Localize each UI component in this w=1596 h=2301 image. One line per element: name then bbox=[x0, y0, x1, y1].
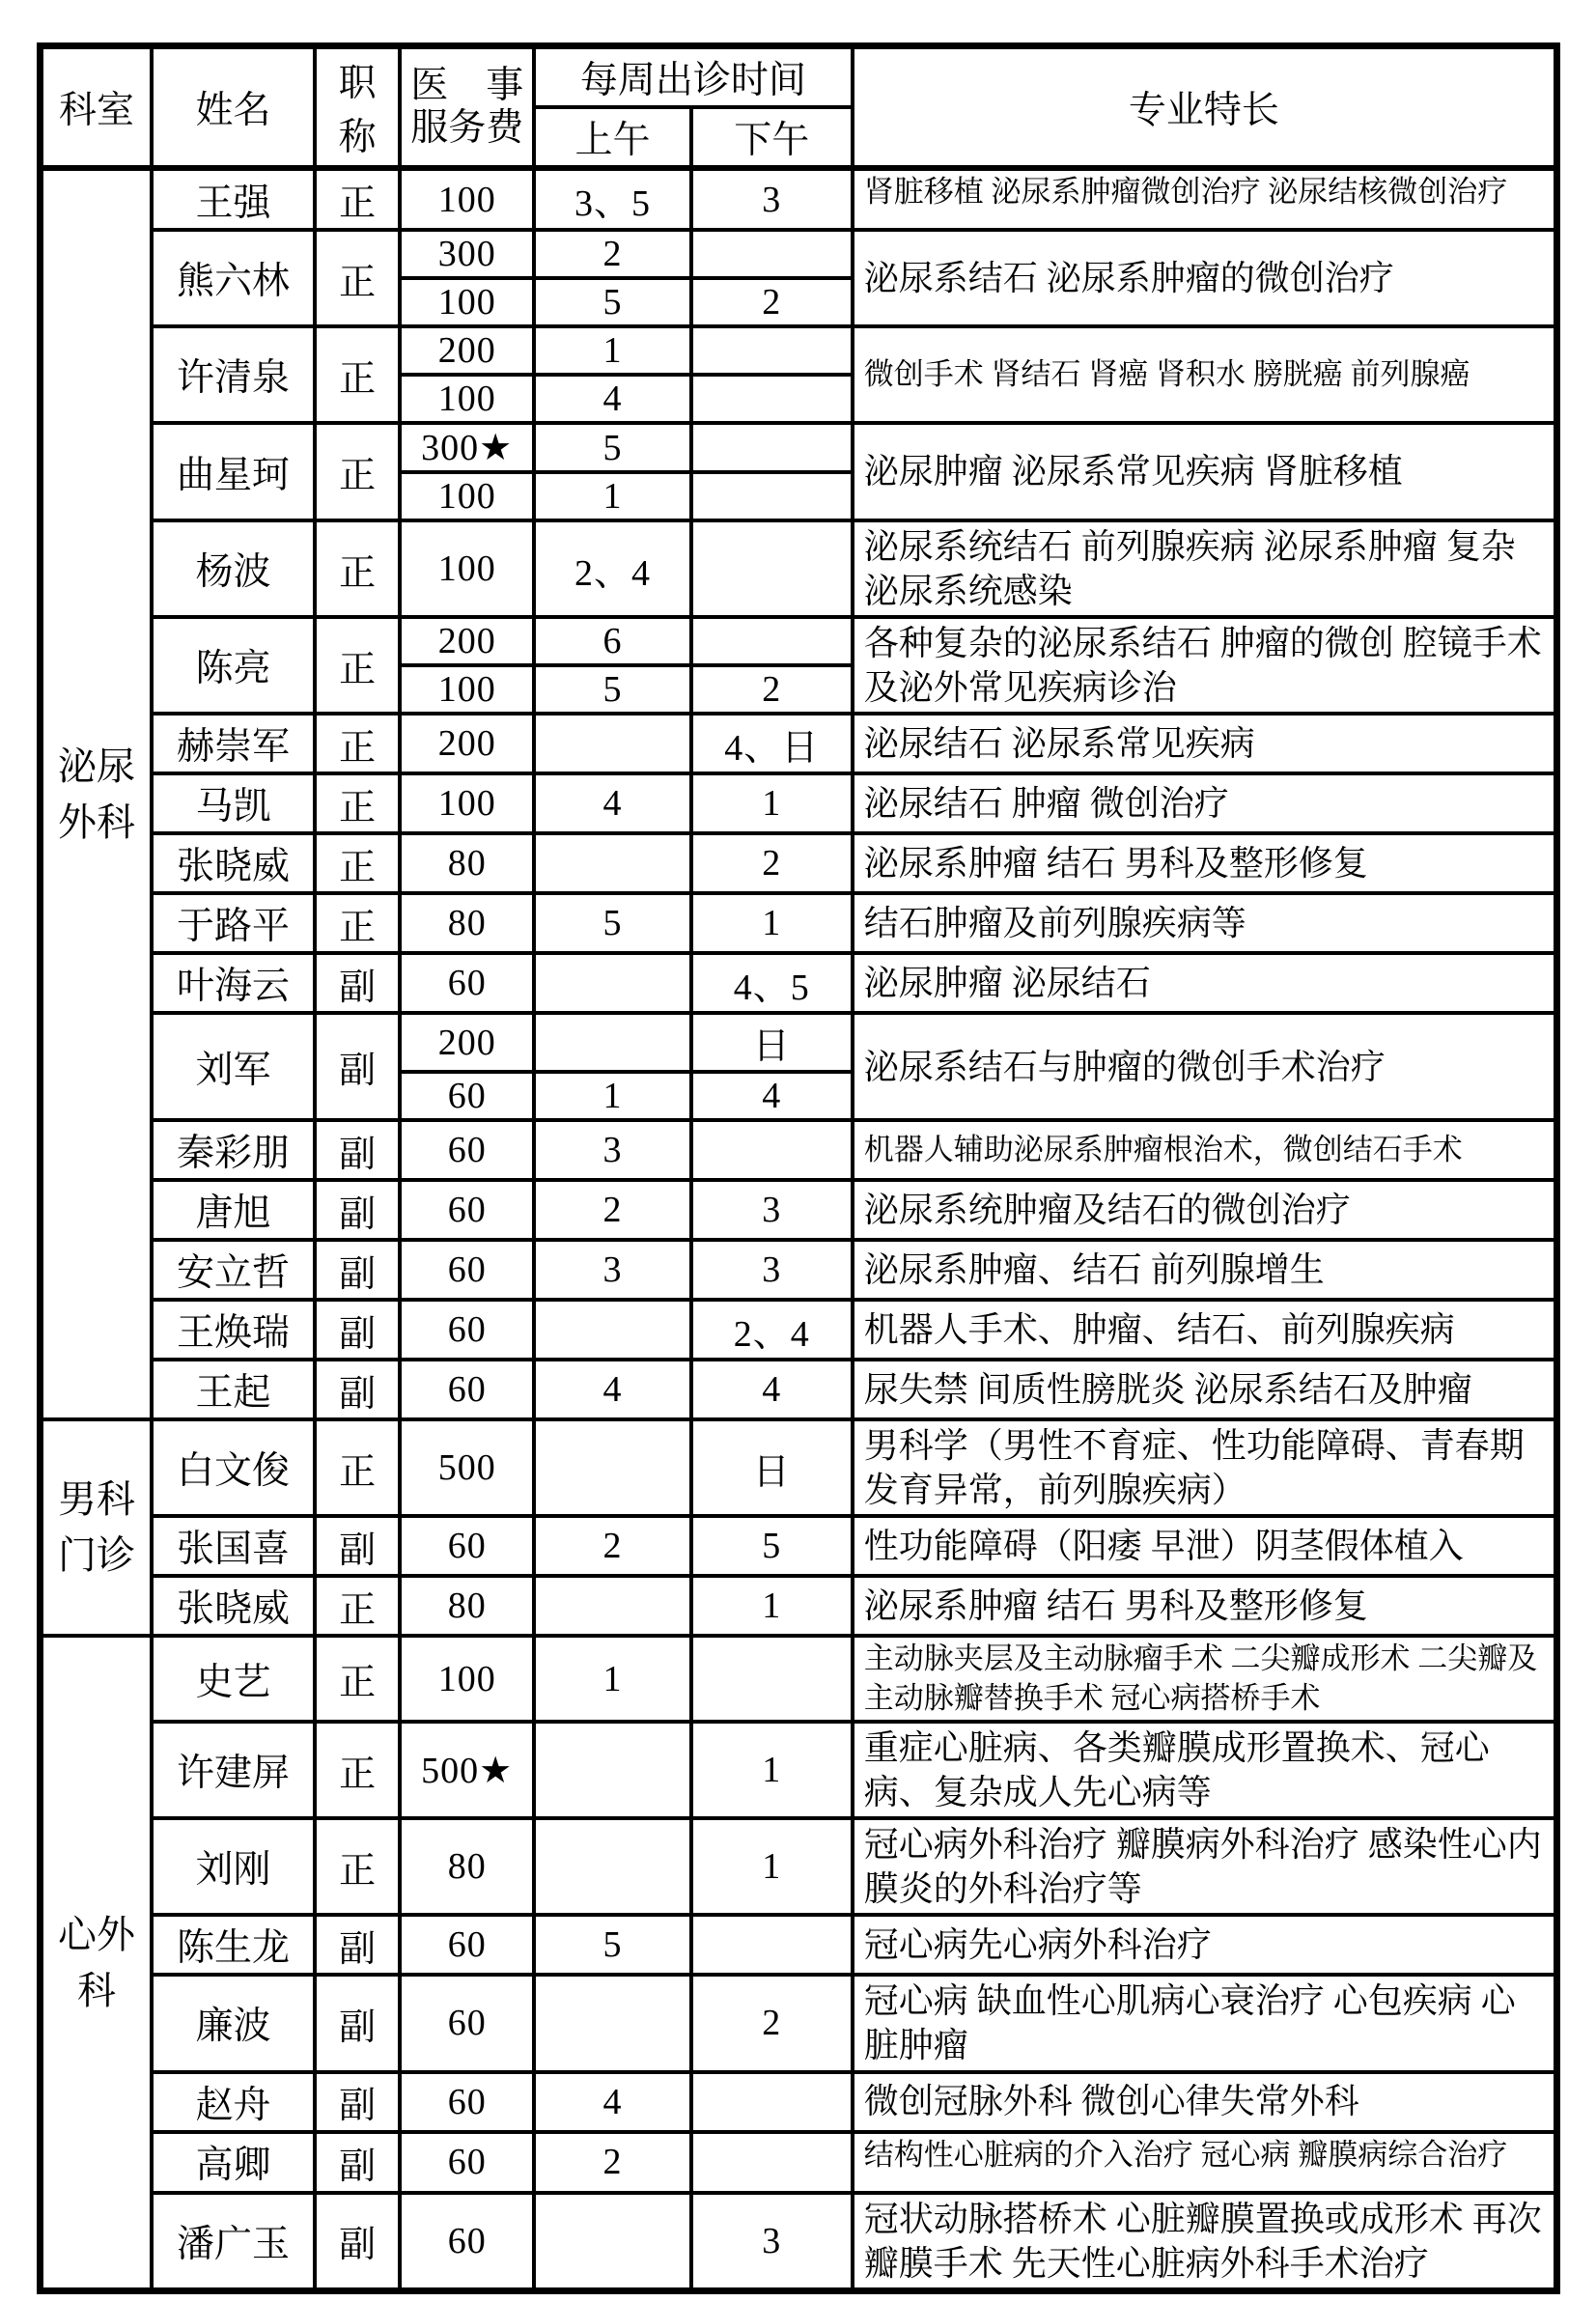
doctor-name-cell: 潘广玉 bbox=[152, 2193, 315, 2291]
doctor-name-cell: 杨波 bbox=[152, 520, 315, 617]
header-department: 科室 bbox=[41, 46, 153, 169]
doctor-name-cell: 叶海云 bbox=[152, 953, 315, 1013]
morning-cell bbox=[534, 833, 691, 893]
table-row bbox=[41, 617, 1557, 665]
specialty-cell: 结石肿瘤及前列腺疾病等 bbox=[853, 893, 1557, 953]
fee-cell: 60 bbox=[400, 1180, 534, 1240]
doctor-name-cell: 秦彩朋 bbox=[152, 1120, 315, 1180]
table-row bbox=[41, 714, 1557, 773]
morning-cell: 3 bbox=[534, 1120, 691, 1180]
specialty-cell: 机器人手术、肿瘤、结石、前列腺疾病 bbox=[853, 1300, 1557, 1360]
table-row bbox=[41, 1818, 1557, 1915]
fee-cell: 200 bbox=[400, 617, 534, 665]
doctor-name-cell: 张国喜 bbox=[152, 1516, 315, 1576]
table-row bbox=[41, 230, 1557, 278]
doctor-name-cell: 白文俊 bbox=[152, 1419, 315, 1516]
afternoon-cell: 5 bbox=[691, 1516, 853, 1576]
table-row bbox=[41, 773, 1557, 833]
department-label-line: 外科 bbox=[58, 800, 136, 844]
doctor-name-cell: 马凯 bbox=[152, 773, 315, 833]
specialty-cell: 泌尿肿瘤 泌尿系常见疾病 肾脏移植 bbox=[853, 423, 1557, 520]
morning-cell: 5 bbox=[534, 1915, 691, 1975]
header-fee-line1: 医 事 bbox=[410, 65, 524, 107]
table-row bbox=[41, 833, 1557, 893]
afternoon-cell: 2 bbox=[691, 665, 853, 714]
header-morning: 上午 bbox=[534, 107, 691, 168]
afternoon-cell bbox=[691, 375, 853, 423]
fee-cell: 60 bbox=[400, 2193, 534, 2291]
fee-cell: 80 bbox=[400, 893, 534, 953]
morning-cell: 5 bbox=[534, 665, 691, 714]
doctor-title-cell: 正 bbox=[315, 230, 400, 326]
morning-cell bbox=[534, 953, 691, 1013]
doctor-name-cell: 史艺 bbox=[152, 1636, 315, 1722]
morning-cell: 1 bbox=[534, 472, 691, 520]
doctor-title-cell: 正 bbox=[315, 326, 400, 423]
morning-cell: 4 bbox=[534, 2072, 691, 2132]
doctor-name-cell: 廉波 bbox=[152, 1975, 315, 2071]
morning-cell: 1 bbox=[534, 1072, 691, 1120]
fee-cell: 100 bbox=[400, 168, 534, 230]
fee-cell: 100 bbox=[400, 472, 534, 520]
doctor-title-cell: 副 bbox=[315, 1240, 400, 1300]
fee-cell: 60 bbox=[400, 1072, 534, 1120]
specialty-cell: 冠心病 缺血性心肌病心衰治疗 心包疾病 心脏肿瘤 bbox=[853, 1975, 1557, 2071]
morning-cell bbox=[534, 1722, 691, 1818]
afternoon-cell: 1 bbox=[691, 1576, 853, 1636]
table-row bbox=[41, 1360, 1557, 1419]
afternoon-cell: 日 bbox=[691, 1013, 853, 1072]
doctor-title-cell: 正 bbox=[315, 893, 400, 953]
department-cell bbox=[41, 168, 153, 1419]
morning-cell: 6 bbox=[534, 617, 691, 665]
doctor-title-cell: 正 bbox=[315, 1419, 400, 1516]
specialty-cell: 性功能障碍（阳痿 早泄）阴茎假体植入 bbox=[853, 1516, 1557, 1576]
header-title: 职称 bbox=[315, 46, 400, 169]
header-name: 姓名 bbox=[152, 46, 315, 169]
afternoon-cell: 日 bbox=[691, 1419, 853, 1516]
afternoon-cell: 4、日 bbox=[691, 714, 853, 773]
doctor-title-cell: 正 bbox=[315, 520, 400, 617]
afternoon-cell: 3 bbox=[691, 1240, 853, 1300]
doctor-name-cell: 陈亮 bbox=[152, 617, 315, 714]
afternoon-cell: 2 bbox=[691, 833, 853, 893]
department-cell bbox=[41, 1419, 153, 1636]
department-label-line: 男科 bbox=[58, 1477, 136, 1522]
fee-cell: 100 bbox=[400, 278, 534, 326]
header-schedule: 每周出诊时间 bbox=[534, 46, 853, 108]
doctor-name-cell: 曲星珂 bbox=[152, 423, 315, 520]
specialty-cell bbox=[853, 168, 1557, 230]
fee-cell: 100 bbox=[400, 665, 534, 714]
afternoon-cell: 1 bbox=[691, 773, 853, 833]
morning-cell: 1 bbox=[534, 326, 691, 375]
doctor-name-cell: 陈生龙 bbox=[152, 1915, 315, 1975]
schedule-body bbox=[41, 168, 1557, 2290]
specialty-cell: 泌尿系统肿瘤及结石的微创治疗 bbox=[853, 1180, 1557, 1240]
morning-cell: 2 bbox=[534, 1516, 691, 1576]
doctor-title-cell: 副 bbox=[315, 1013, 400, 1120]
fee-cell: 500 bbox=[400, 1419, 534, 1516]
doctor-name-cell: 赵舟 bbox=[152, 2072, 315, 2132]
table-row bbox=[41, 2132, 1557, 2193]
doctor-title-cell: 副 bbox=[315, 1300, 400, 1360]
doctor-name-cell: 张晓威 bbox=[152, 833, 315, 893]
specialty-cell: 冠心病先心病外科治疗 bbox=[853, 1915, 1557, 1975]
morning-cell: 4 bbox=[534, 1360, 691, 1419]
table-row bbox=[41, 893, 1557, 953]
department-label-line: 科 bbox=[77, 1968, 117, 2012]
morning-cell: 1 bbox=[534, 1636, 691, 1722]
specialty-cell: 泌尿结石 肿瘤 微创治疗 bbox=[853, 773, 1557, 833]
table-row bbox=[41, 2072, 1557, 2132]
doctor-schedule-table bbox=[37, 42, 1560, 2294]
department-label-line: 心外 bbox=[58, 1912, 136, 1956]
morning-cell bbox=[534, 1013, 691, 1072]
table-row bbox=[41, 326, 1557, 375]
doctor-name-cell: 唐旭 bbox=[152, 1180, 315, 1240]
table-row bbox=[41, 1120, 1557, 1180]
specialty-cell: 泌尿系结石 泌尿系肿瘤的微创治疗 bbox=[853, 230, 1557, 326]
afternoon-cell: 2、4 bbox=[691, 1300, 853, 1360]
afternoon-cell bbox=[691, 520, 853, 617]
morning-cell: 2 bbox=[534, 230, 691, 278]
header-fee bbox=[400, 46, 534, 169]
doctor-name-cell: 王焕瑞 bbox=[152, 1300, 315, 1360]
table-row bbox=[41, 2193, 1557, 2291]
doctor-title-cell: 正 bbox=[315, 1818, 400, 1915]
doctor-name-cell: 于路平 bbox=[152, 893, 315, 953]
table-row bbox=[41, 1240, 1557, 1300]
specialty-cell: 泌尿系肿瘤 结石 男科及整形修复 bbox=[853, 833, 1557, 893]
morning-cell: 2 bbox=[534, 1180, 691, 1240]
fee-cell: 60 bbox=[400, 1516, 534, 1576]
fee-cell: 200 bbox=[400, 1013, 534, 1072]
afternoon-cell: 3 bbox=[691, 2193, 853, 2291]
doctor-title-cell: 正 bbox=[315, 773, 400, 833]
afternoon-cell bbox=[691, 2132, 853, 2193]
morning-cell: 3 bbox=[534, 1240, 691, 1300]
specialty-cell: 冠状动脉搭桥术 心脏瓣膜置换或成形术 再次瓣膜手术 先天性心脏病外科手术治疗 bbox=[853, 2193, 1557, 2291]
fee-cell: 60 bbox=[400, 1915, 534, 1975]
fee-cell: 60 bbox=[400, 1360, 534, 1419]
morning-cell bbox=[534, 1300, 691, 1360]
fee-cell: 100 bbox=[400, 375, 534, 423]
doctor-title-cell: 正 bbox=[315, 833, 400, 893]
doctor-name-cell: 张晓威 bbox=[152, 1576, 315, 1636]
morning-cell: 2 bbox=[534, 2132, 691, 2193]
doctor-title-cell: 正 bbox=[315, 1636, 400, 1722]
doctor-title-cell: 正 bbox=[315, 423, 400, 520]
morning-cell bbox=[534, 714, 691, 773]
afternoon-cell: 4 bbox=[691, 1360, 853, 1419]
header-fee-line2: 服务费 bbox=[410, 107, 524, 149]
specialty-cell: 泌尿系肿瘤、结石 前列腺增生 bbox=[853, 1240, 1557, 1300]
header-afternoon: 下午 bbox=[691, 107, 853, 168]
doctor-title-cell: 副 bbox=[315, 1360, 400, 1419]
morning-cell: 4 bbox=[534, 773, 691, 833]
fee-cell: 200 bbox=[400, 714, 534, 773]
doctor-title-cell: 副 bbox=[315, 1915, 400, 1975]
fee-cell: 300 bbox=[400, 230, 534, 278]
afternoon-cell bbox=[691, 1636, 853, 1722]
morning-cell bbox=[534, 1576, 691, 1636]
morning-cell bbox=[534, 1818, 691, 1915]
morning-cell bbox=[534, 2193, 691, 2291]
specialty-text: 结构性心脏病的介入治疗 冠心病 瓣膜病综合治疗 bbox=[863, 2137, 1508, 2172]
afternoon-cell bbox=[691, 472, 853, 520]
table-row bbox=[41, 1419, 1557, 1516]
fee-cell: 100 bbox=[400, 773, 534, 833]
specialty-cell: 重症心脏病、各类瓣膜成形置换术、冠心病、复杂成人先心病等 bbox=[853, 1722, 1557, 1818]
fee-cell: 80 bbox=[400, 1576, 534, 1636]
fee-cell: 80 bbox=[400, 833, 534, 893]
specialty-cell: 主动脉夹层及主动脉瘤手术 二尖瓣成形术 二尖瓣及主动脉瓣替换手术 冠心病搭桥手术 bbox=[853, 1636, 1557, 1722]
table-row bbox=[41, 1636, 1557, 1722]
doctor-name-cell: 许建屏 bbox=[152, 1722, 315, 1818]
header-row-1 bbox=[41, 46, 1557, 108]
afternoon-cell bbox=[691, 230, 853, 278]
doctor-title-cell: 副 bbox=[315, 1180, 400, 1240]
afternoon-cell: 3 bbox=[691, 168, 853, 230]
fee-cell: 80 bbox=[400, 1818, 534, 1915]
morning-cell bbox=[534, 1975, 691, 2071]
afternoon-cell bbox=[691, 1915, 853, 1975]
doctor-title-cell: 副 bbox=[315, 1516, 400, 1576]
specialty-cell: 机器人辅助泌尿系肿瘤根治术，微创结石手术 bbox=[853, 1120, 1557, 1180]
specialty-cell: 泌尿肿瘤 泌尿结石 bbox=[853, 953, 1557, 1013]
doctor-title-cell: 正 bbox=[315, 617, 400, 714]
doctor-title-cell: 副 bbox=[315, 953, 400, 1013]
afternoon-cell: 2 bbox=[691, 1975, 853, 2071]
afternoon-cell bbox=[691, 423, 853, 472]
table-row bbox=[41, 1013, 1557, 1072]
afternoon-cell: 4、5 bbox=[691, 953, 853, 1013]
fee-cell: 100 bbox=[400, 520, 534, 617]
specialty-cell: 男科学（男性不育症、性功能障碍、青春期发育异常，前列腺疾病） bbox=[853, 1419, 1557, 1516]
morning-cell: 5 bbox=[534, 423, 691, 472]
doctor-name-cell: 王强 bbox=[152, 168, 315, 230]
morning-cell bbox=[534, 1419, 691, 1516]
fee-cell: 60 bbox=[400, 1240, 534, 1300]
specialty-cell: 泌尿系统结石 前列腺疾病 泌尿系肿瘤 复杂泌尿系统感染 bbox=[853, 520, 1557, 617]
table-row bbox=[41, 1180, 1557, 1240]
department-label-line: 泌尿 bbox=[58, 744, 136, 788]
afternoon-cell: 1 bbox=[691, 893, 853, 953]
fee-cell: 100 bbox=[400, 1636, 534, 1722]
specialty-cell: 尿失禁 间质性膀胱炎 泌尿系结石及肿瘤 bbox=[853, 1360, 1557, 1419]
table-row bbox=[41, 1915, 1557, 1975]
specialty-cell: 各种复杂的泌尿系结石 肿瘤的微创 腔镜手术及泌外常见疾病诊治 bbox=[853, 617, 1557, 714]
doctor-name-cell: 赫崇军 bbox=[152, 714, 315, 773]
afternoon-cell bbox=[691, 2072, 853, 2132]
specialty-text: 肾脏移植 泌尿系肿瘤微创治疗 泌尿结核微创治疗 bbox=[863, 175, 1508, 209]
morning-cell: 4 bbox=[534, 375, 691, 423]
doctor-title-cell: 正 bbox=[315, 168, 400, 230]
afternoon-cell bbox=[691, 1120, 853, 1180]
table-row bbox=[41, 423, 1557, 472]
doctor-title-cell: 正 bbox=[315, 714, 400, 773]
specialty-cell bbox=[853, 2132, 1557, 2193]
specialty-cell: 泌尿结石 泌尿系常见疾病 bbox=[853, 714, 1557, 773]
morning-cell: 5 bbox=[534, 893, 691, 953]
afternoon-cell: 3 bbox=[691, 1180, 853, 1240]
table-row bbox=[41, 953, 1557, 1013]
fee-cell: 200 bbox=[400, 326, 534, 375]
table-row bbox=[41, 1300, 1557, 1360]
fee-cell: 60 bbox=[400, 953, 534, 1013]
afternoon-cell: 2 bbox=[691, 278, 853, 326]
afternoon-cell bbox=[691, 617, 853, 665]
specialty-cell: 微创冠脉外科 微创心律失常外科 bbox=[853, 2072, 1557, 2132]
fee-cell: 300★ bbox=[400, 423, 534, 472]
doctor-title-cell: 副 bbox=[315, 2132, 400, 2193]
doctor-name-cell: 刘刚 bbox=[152, 1818, 315, 1915]
table-row bbox=[41, 168, 1557, 230]
morning-cell: 3、5 bbox=[534, 168, 691, 230]
specialty-cell: 微创手术 肾结石 肾癌 肾积水 膀胱癌 前列腺癌 bbox=[853, 326, 1557, 423]
specialty-cell: 冠心病外科治疗 瓣膜病外科治疗 感染性心内膜炎的外科治疗等 bbox=[853, 1818, 1557, 1915]
doctor-name-cell: 熊六林 bbox=[152, 230, 315, 326]
doctor-title-cell: 正 bbox=[315, 1722, 400, 1818]
department-cell bbox=[41, 1636, 153, 2290]
fee-cell: 60 bbox=[400, 2132, 534, 2193]
table-row bbox=[41, 1722, 1557, 1818]
specialty-cell: 泌尿系结石与肿瘤的微创手术治疗 bbox=[853, 1013, 1557, 1120]
header-specialty: 专业特长 bbox=[853, 46, 1557, 169]
doctor-title-cell: 正 bbox=[315, 1576, 400, 1636]
doctor-name-cell: 王起 bbox=[152, 1360, 315, 1419]
fee-cell: 60 bbox=[400, 1975, 534, 2071]
fee-cell: 500★ bbox=[400, 1722, 534, 1818]
doctor-title-cell: 副 bbox=[315, 1975, 400, 2071]
doctor-name-cell: 高卿 bbox=[152, 2132, 315, 2193]
fee-cell: 60 bbox=[400, 2072, 534, 2132]
afternoon-cell bbox=[691, 326, 853, 375]
afternoon-cell: 1 bbox=[691, 1818, 853, 1915]
table-row bbox=[41, 1975, 1557, 2071]
doctor-name-cell: 刘军 bbox=[152, 1013, 315, 1120]
doctor-title-cell: 副 bbox=[315, 2072, 400, 2132]
doctor-name-cell: 安立哲 bbox=[152, 1240, 315, 1300]
table-row bbox=[41, 520, 1557, 617]
table-row bbox=[41, 1516, 1557, 1576]
morning-cell: 5 bbox=[534, 278, 691, 326]
department-label-line: 门诊 bbox=[58, 1533, 136, 1578]
doctor-name-cell: 许清泉 bbox=[152, 326, 315, 423]
specialty-cell: 泌尿系肿瘤 结石 男科及整形修复 bbox=[853, 1576, 1557, 1636]
afternoon-cell: 4 bbox=[691, 1072, 853, 1120]
fee-cell: 60 bbox=[400, 1120, 534, 1180]
doctor-title-cell: 副 bbox=[315, 2193, 400, 2291]
table-row bbox=[41, 1576, 1557, 1636]
doctor-title-cell: 副 bbox=[315, 1120, 400, 1180]
morning-cell: 2、4 bbox=[534, 520, 691, 617]
afternoon-cell: 1 bbox=[691, 1722, 853, 1818]
fee-cell: 60 bbox=[400, 1300, 534, 1360]
